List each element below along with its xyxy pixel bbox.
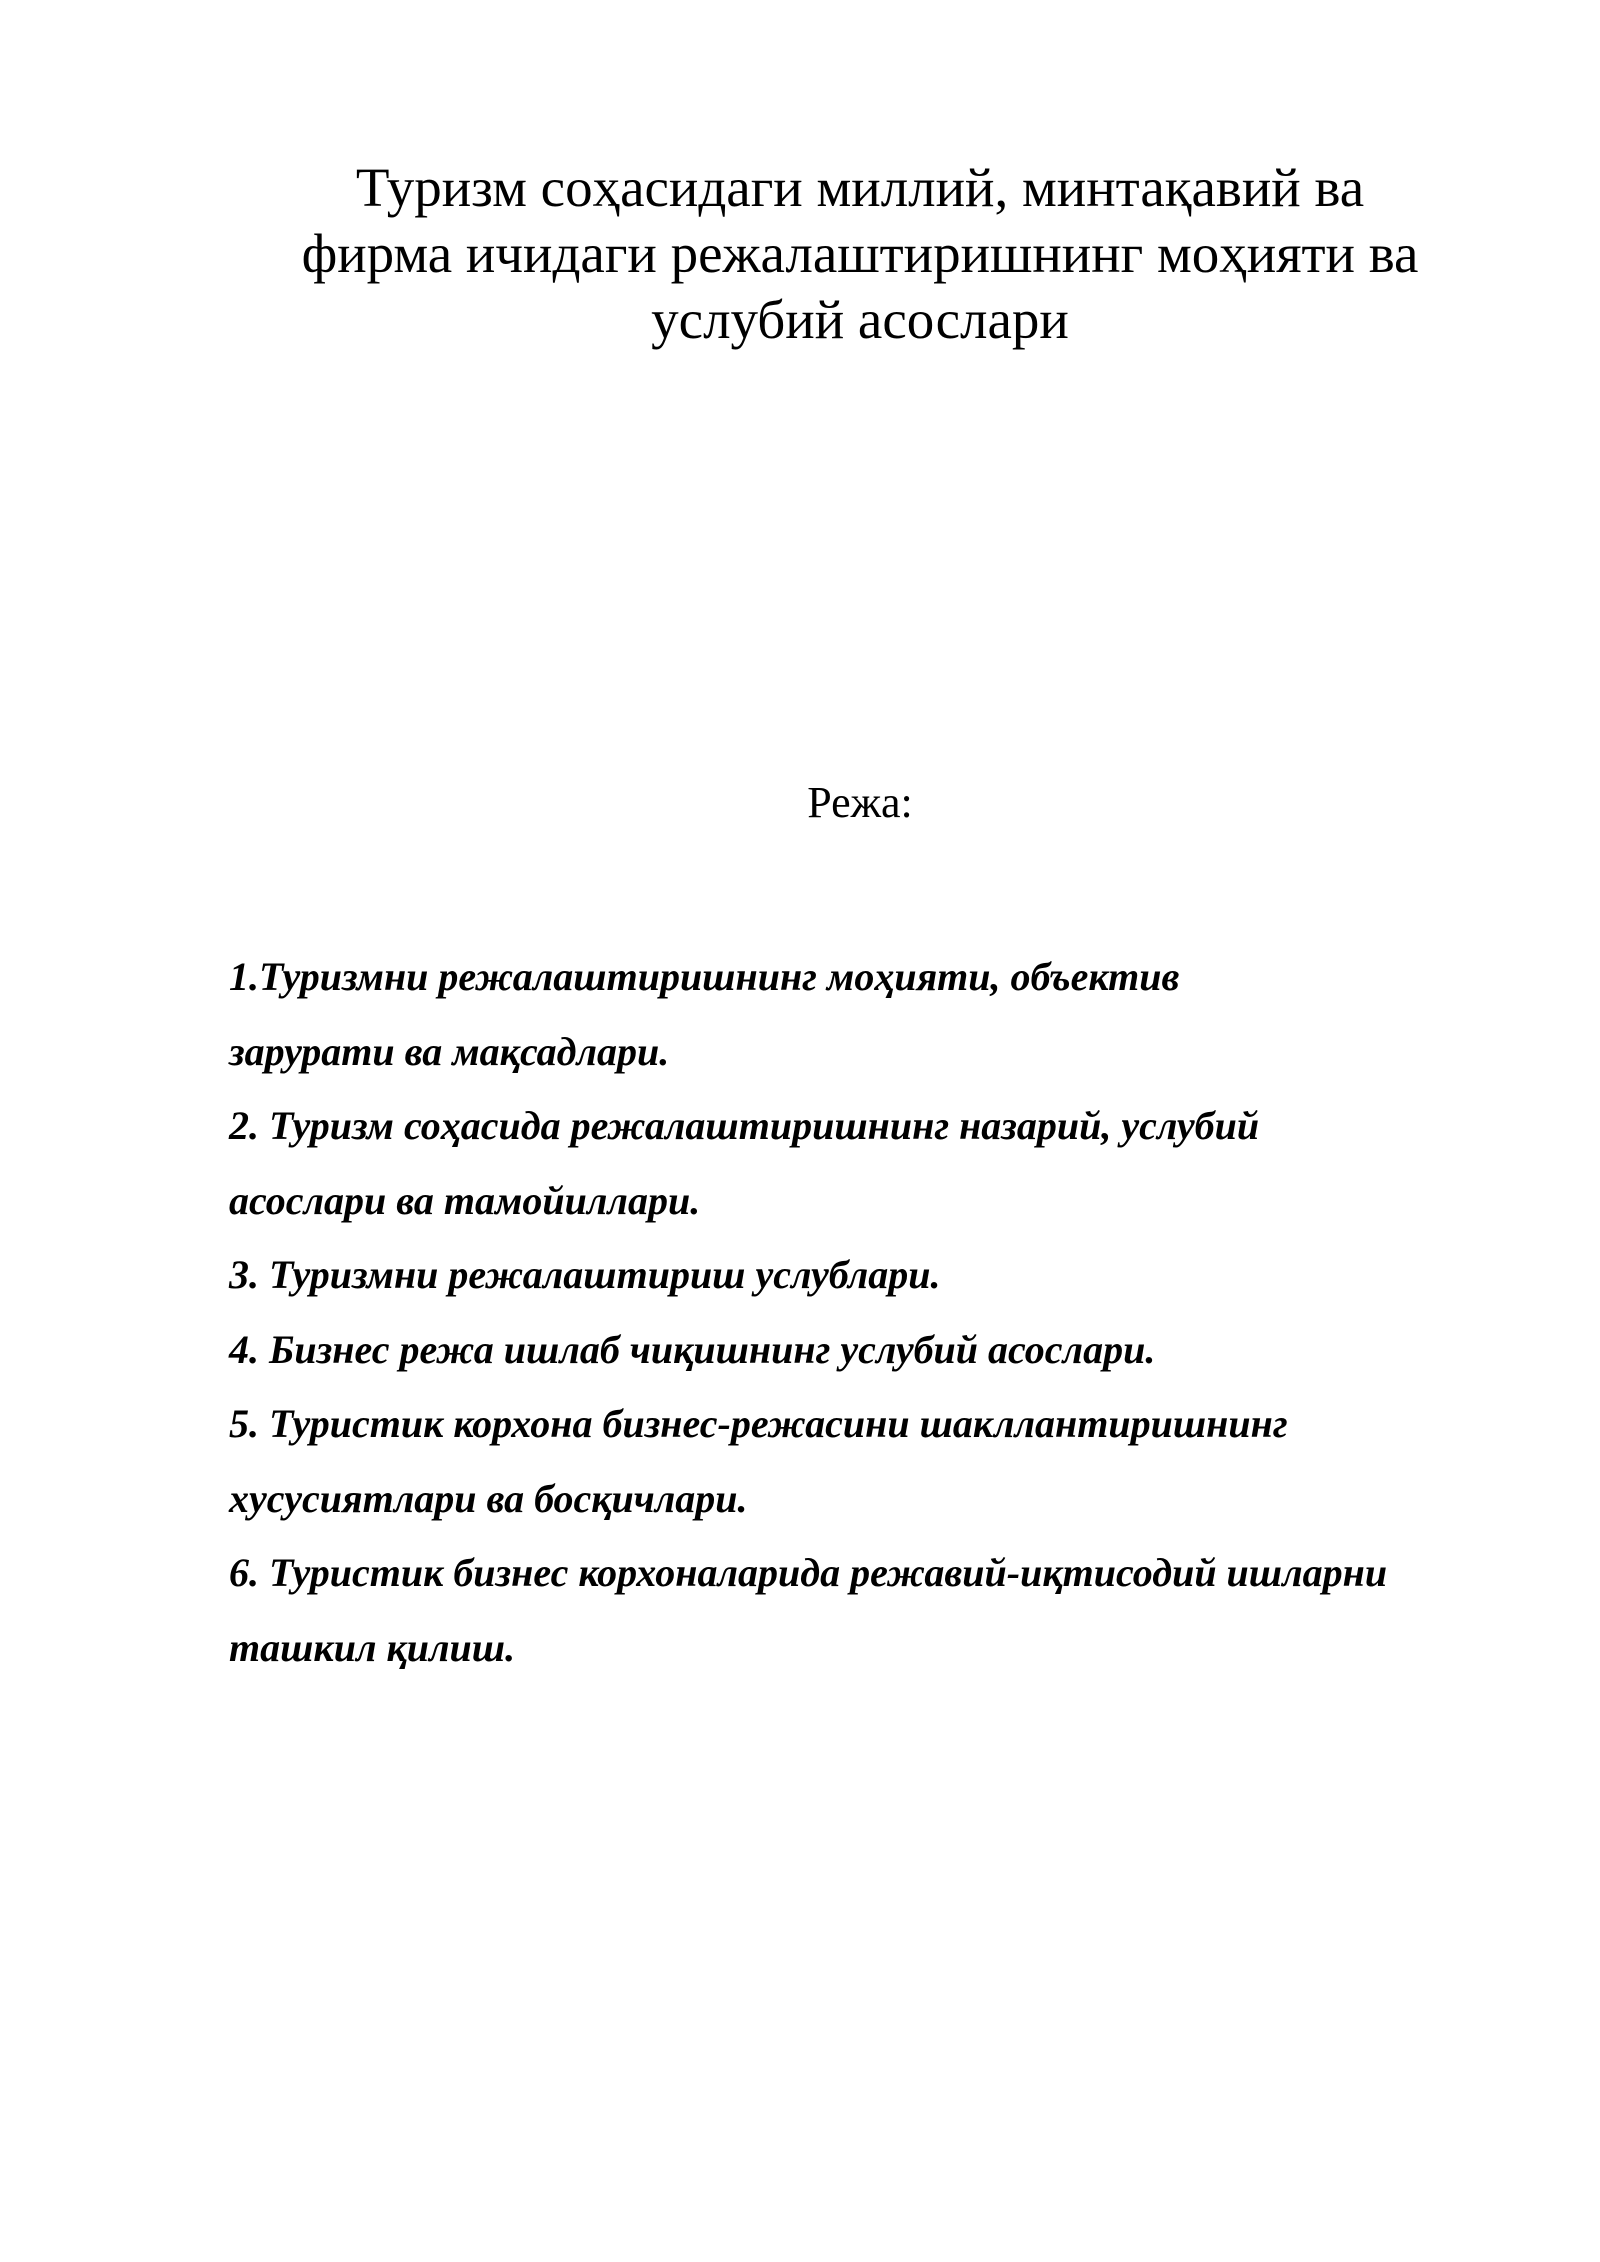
plan-item-line: 6. Туристик бизнес корхоналарида режавий-иқтисодий ишларни <box>229 1550 1388 1595</box>
plan-item-line: зарурати ва мақсадлари. <box>229 1028 670 1074</box>
plan-item-line: 2. Туризм соҳасида режалаштиришнинг назарий, услубий <box>229 1103 1260 1148</box>
plan-item <box>229 1536 1529 1685</box>
plan-item <box>229 1089 1529 1238</box>
plan-item-line: хусусиятлари ва босқичлари. <box>229 1475 748 1521</box>
plan-item <box>229 1238 1529 1313</box>
document-title-line: Туризм соҳасидаги миллий, минтақавий ва <box>355 157 1365 218</box>
document-title-line: фирма ичидаги режалаштиришнинг моҳияти ва <box>301 223 1419 284</box>
plan-item <box>229 1313 1529 1388</box>
plan-item-line: 5. Туристик корхона бизнес-режасини шакллантиришнинг <box>229 1401 1288 1446</box>
plan-item-line: 4. Бизнес режа ишлаб чиқишнинг услубий асослари. <box>229 1326 1156 1372</box>
plan-heading: Режа: <box>807 778 913 827</box>
plan-list <box>229 940 1529 1685</box>
plan-item <box>229 940 1529 1089</box>
plan-item-line: 3. Туризмни режалаштириш услублари. <box>229 1252 941 1297</box>
plan-item-line: асослари ва тамойиллари. <box>229 1177 701 1223</box>
plan-item-line: ташкил қилиш. <box>229 1624 516 1670</box>
document-title-line: услубий асослари <box>651 289 1069 350</box>
plan-item-line: 1.Туризмни режалаштиришнинг моҳияти, объектив <box>229 954 1180 999</box>
document-title <box>230 155 1490 353</box>
plan-item <box>229 1387 1529 1536</box>
